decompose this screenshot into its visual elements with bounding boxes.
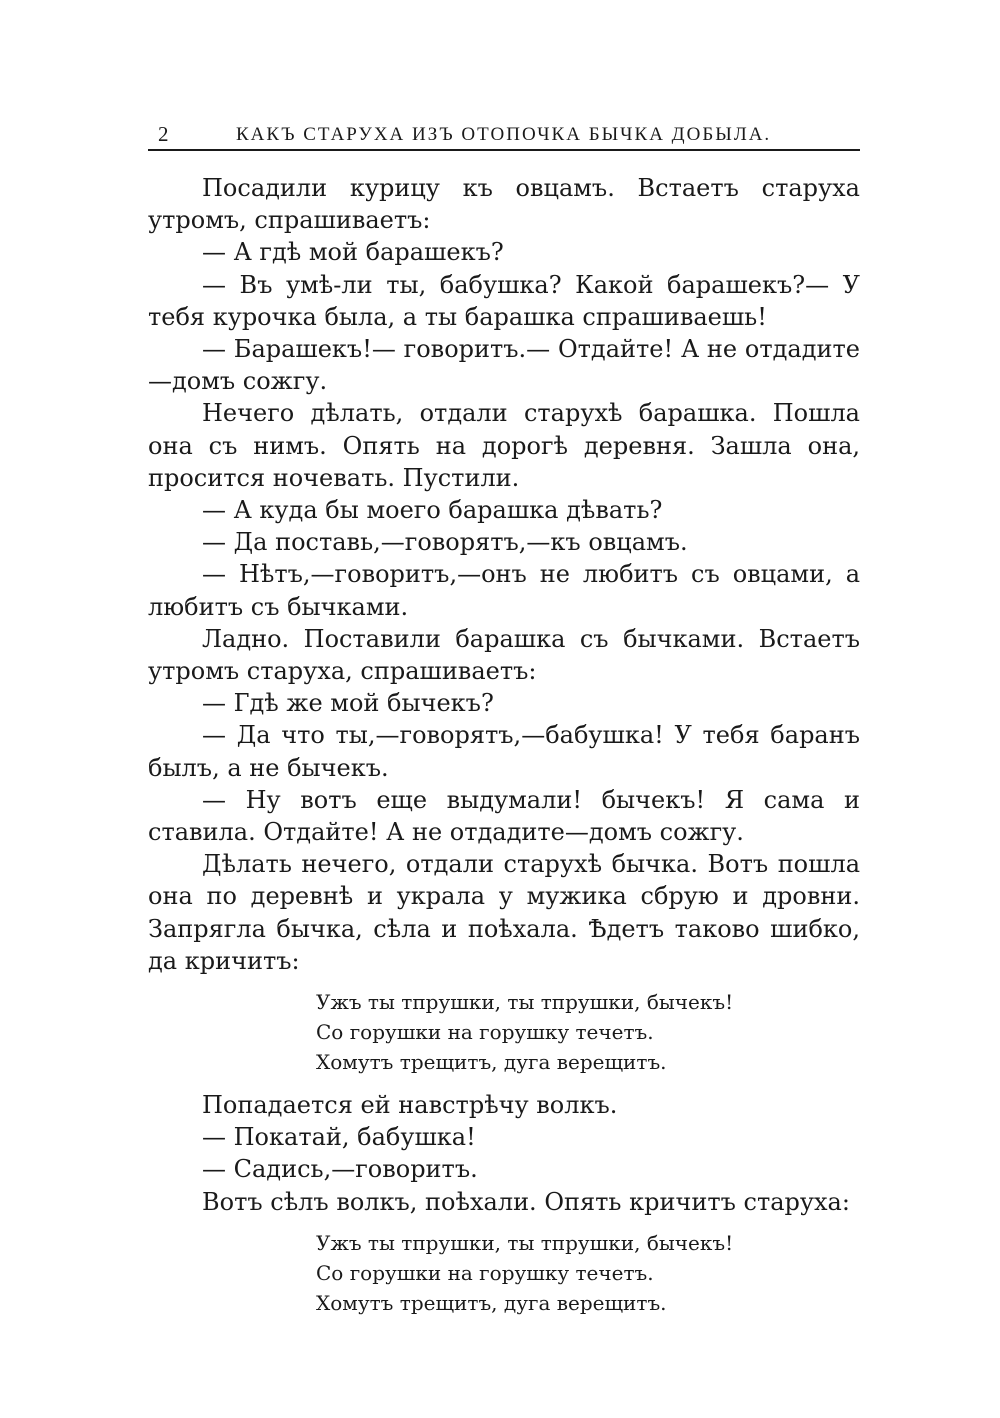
paragraph: — Барашекъ!— говоритъ.— Отдайте! А не отдадите—домъ сожгу.	[148, 335, 860, 396]
story-text	[148, 172, 860, 1330]
paragraph: — Покатай, бабушка!	[202, 1123, 476, 1152]
paragraph: — Да поставь,—говорятъ,—къ овцамъ.	[202, 528, 688, 557]
paragraph: Дѣлать нечего, отдали старухѣ бычка. Вотъ пошла она по деревнѣ и украла у мужика сбрую и дровни. Запрягла бычка, сѣла и поѣхала. Ѣдетъ таково шибко, да кричитъ:	[148, 850, 860, 975]
paragraph: Нечего дѣлать, отдали старухѣ барашка. Пошла она съ нимъ. Опять на дорогѣ деревня. Зашла она, просится ночевать. Пустили.	[148, 399, 860, 492]
paragraph: Попадается ей навстрѣчу волкъ.	[202, 1091, 618, 1120]
verse-line: Ужъ ты тпрушки, ты тпрушки, бычекъ!	[316, 990, 734, 1015]
paragraph: — Да что ты,—говорятъ,—бабушка! У тебя баранъ былъ, а не бычекъ.	[148, 721, 860, 782]
paragraph: — Въ умѣ-ли ты, бабушка? Какой барашекъ?— У тебя курочка была, а ты барашка спрашиваешь!	[148, 270, 860, 331]
paragraph: — Садись,—говоритъ.	[202, 1155, 478, 1184]
paragraph: — А куда бы моего барашка дѣвать?	[202, 496, 663, 525]
verse-block-2	[316, 1228, 860, 1318]
verse-line: Ужъ ты тпрушки, ты тпрушки, бычекъ!	[316, 1230, 734, 1255]
paragraph: — Гдѣ же мой бычекъ?	[202, 689, 494, 718]
paragraph: — Нѣтъ,—говоритъ,—онъ не любитъ съ овцами, а любитъ съ бычками.	[148, 560, 860, 621]
running-title: КАКЪ СТАРУХА ИЗЪ ОТОПОЧКА БЫЧКА ДОБЫЛА.	[236, 124, 772, 145]
verse-line: Со горушки на горушку течетъ.	[316, 1020, 654, 1045]
page-number: 2	[158, 122, 169, 146]
verse-line: Хомутъ трещитъ, дуга верещитъ.	[316, 1290, 667, 1315]
verse-line: Хомутъ трещитъ, дуга верещитъ.	[316, 1050, 667, 1075]
paragraph: Ладно. Поставили барашка съ бычками. Встаетъ утромъ старуха, спрашиваетъ:	[148, 624, 860, 686]
paragraph: Вотъ сѣлъ волкъ, поѣхали. Опять кричитъ старуха:	[202, 1187, 850, 1216]
paragraph: Посадили курицу къ овцамъ. Встаетъ старуха утромъ, спрашиваетъ:	[148, 174, 860, 235]
paragraph: — Ну вотъ еще выдумали! бычекъ! Я сама и ставила. Отдайте! А не отдадите—домъ сожгу.	[148, 785, 860, 847]
paragraph: — А гдѣ мой барашекъ?	[202, 238, 504, 267]
page-header	[148, 120, 860, 150]
verse-block-1	[316, 987, 860, 1077]
header-rule	[148, 149, 860, 151]
verse-line: Со горушки на горушку течетъ.	[316, 1260, 654, 1285]
